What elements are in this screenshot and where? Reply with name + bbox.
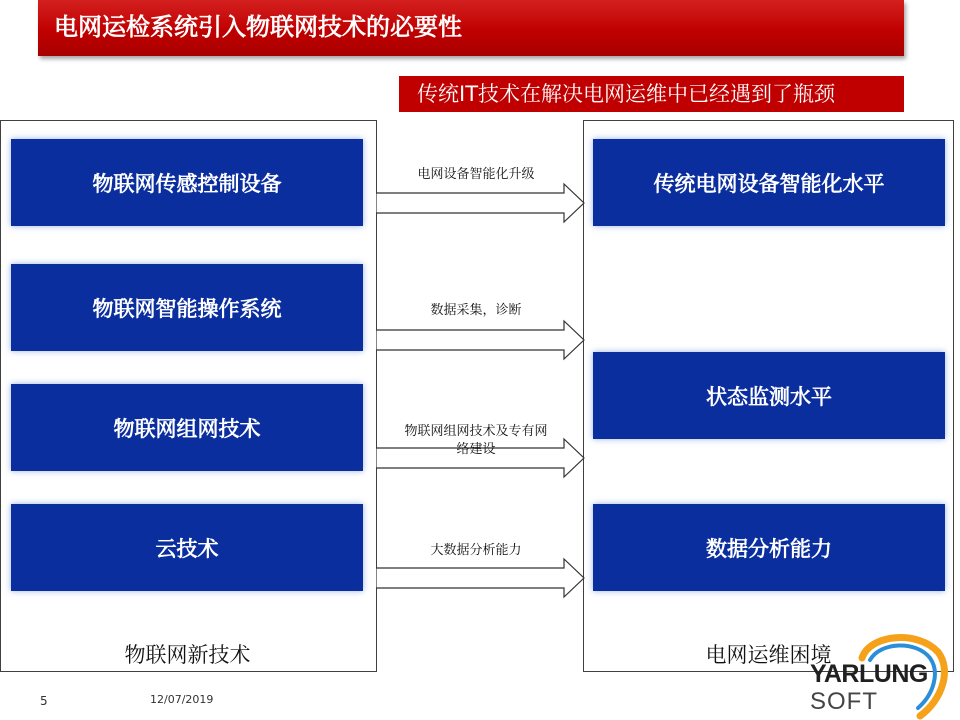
left-box-iot-os: 物联网智能操作系统	[11, 264, 363, 351]
slide-date: 12/07/2019	[150, 693, 214, 706]
logo-sub-text: SOFT	[810, 688, 878, 715]
arrow-3-label-line1: 物联网组网技术及专有网	[404, 424, 548, 439]
title-bar	[38, 0, 904, 56]
right-panel-caption: 电网运维困境	[705, 643, 832, 667]
subtitle-text: 传统IT技术在解决电网运维中已经遇到了瓶颈	[417, 82, 836, 106]
arrows-group	[376, 180, 586, 600]
arrow-2-icon	[376, 321, 584, 359]
subtitle-banner	[399, 76, 904, 112]
page-title: 电网运检系统引入物联网技术的必要性	[54, 13, 462, 41]
right-box-status-monitoring: 状态监测水平	[593, 352, 945, 439]
right-box-data-analysis: 数据分析能力	[593, 504, 945, 591]
yarlung-logo	[800, 630, 950, 720]
left-box-cloud: 云技术	[11, 504, 363, 591]
arrow-4-icon	[376, 559, 584, 597]
arrow-2-label: 数据采集，诊断	[430, 303, 522, 318]
page-number: 5	[40, 694, 48, 708]
left-box-iot-networking: 物联网组网技术	[11, 384, 363, 471]
left-box-iot-sensing: 物联网传感控制设备	[11, 139, 363, 226]
arrow-1-icon	[376, 184, 584, 222]
right-box-device-intelligence: 传统电网设备智能化水平	[593, 139, 945, 226]
arrow-4-label: 大数据分析能力	[430, 543, 522, 558]
arrow-3-label-line2: 络建设	[456, 442, 496, 457]
logo-main-text: YARLUNG	[810, 660, 928, 688]
left-panel-caption: 物联网新技术	[124, 643, 251, 667]
arrow-1-label: 电网设备智能化升级	[417, 167, 535, 182]
